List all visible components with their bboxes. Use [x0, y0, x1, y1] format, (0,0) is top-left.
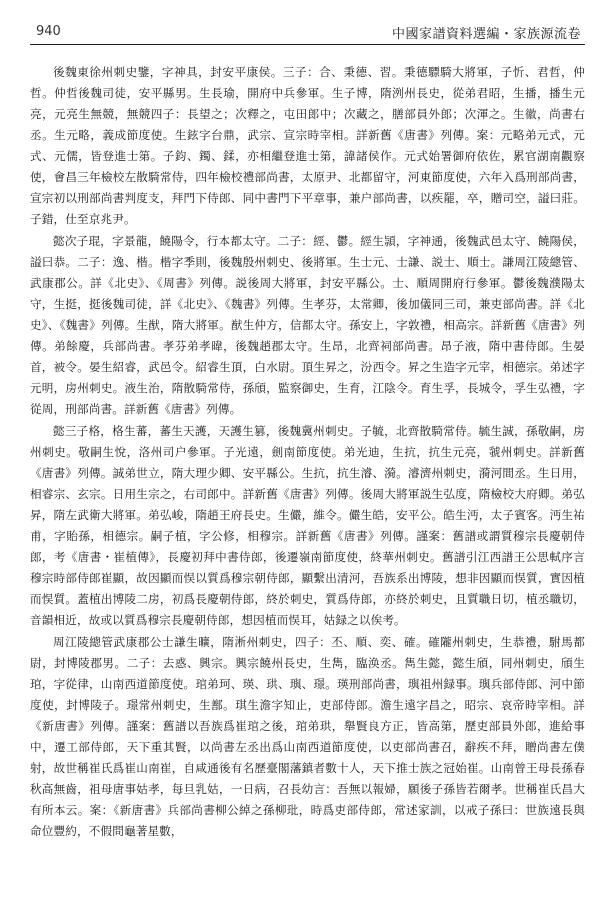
page-number: 940 — [36, 24, 61, 39]
body-text — [30, 62, 585, 843]
paragraph: 懿三子格，格生蕃，蕃生天護，天護生篡，後魏冀州刺史。子毓，北齊散騎常侍。毓生誠，孫敬嗣，房州刺史。敬嗣生悅，洛州司户參軍。子光遠，劍南節度使。弟光迪，生抗，抗生元亮，虢州刺史。詳新舊《唐書》列傳。誠弟世立，隋大理少卿、安平縣公。生抗，抗生濬、漪。濬濟州刺史，漪河間丞。生日用，相睿宗、玄宗。日用生宗之，右司郎中。詳新舊《唐書》列傳。後周大將軍説生弘度，隋檢校大府卿。弟弘昇，隋左武衛大將軍。弟弘峻，隋趙王府長史。生儼，維令。儼生皓，安平公。皓生沔，太子賓客。沔生祐甫，字貽孫，相德宗。嗣子植，字公修，相穆宗。詳新舊《唐書》列傳。謹案：舊譜或謂質穆宗長慶朝侍郎，考《唐書・崔植傳》，長慶初拜中書侍郎，後遷嶺南節度使，終華州刺史。舊譜引江西譜王公思軾序言穆宗時部侍郎崔顯，故因顯而悮以質爲穆宗朝侍郎，顯繫出清河，吾族系出博陵，想非因顯而悮質，實因植而悮質。蓋植出博陵二房，初爲長慶朝侍郎，終於刺史，質爲侍郎，亦終於刺史，且質職日切，植丞職切，音韻相近，故或以質爲穆宗長慶朝侍郎，想因植而悮耳，姑録之以俟考。 — [30, 424, 585, 627]
page-header — [30, 22, 585, 45]
paragraph: 後魏東徐州刺史鑒，字神具，封安平康侯。三子：合、秉德、習。秉德驃騎大將軍，子忻、君哲，仲哲。仲哲後魏司徒，安平縣男。生長瑜，開府中兵參軍。生子博，隋洌州長史，從弟君昭，生播，播生元亮，元亮生無競，無競四子：長望之；次釋之，屯田郎中；次藏之，膳部員外郎；次渾之。生徽，尚書右丞。生元略，義成節度使。生鉉字台鼎，武宗、宣宗時宰相。詳新舊《唐書》列傳。案：元略弟元式，元式、元儒，皆登進士第。子鈞、鐲、鍒，亦相繼登進士第，諱諸侯作。元式始署御府依佐，累官湖南觀察使，會昌三年檢校左散騎常侍，四年檢校禮部尚書，太原尹、北都留守，河東節度使，六年入爲刑部尚書，宣宗初以刑部尚書判度支，拜門下侍郎、同中書門下平章事，兼户部尚書，以疾罷，卒，贈司空，謚曰莊。子錯，仕至京兆尹。 — [30, 65, 585, 226]
running-title: 中國家譜資料選編・家族源流卷 — [391, 27, 581, 42]
paragraph: 懿次子琨，字景龍，饒陽令，行本都太守。二子：經、鬱。經生頴，字神通，後魏武邑太守、饒陽侯，謚曰恭。二子：逸、楷。楷字季則，後魏殷州刺史、後將軍。生士元、士謙、説士、順士。謙周江陵總管、武康郡公。詳《北史》、《周書》列傳。説後周大將軍，封安平縣公。士、順周開府行參軍。鬱後魏濮陽太守，生挺，挺後魏司徒，詳《北史》、《魏書》列傳。生孝芬，太常卿，後加儀同三司，兼吏部尚書。詳《北史》、《魏書》列傳。生猷，隋大將軍。猷生仲方，信都太守。孫安上，字敦禮，相高宗。詳新舊《唐書》列傳。弟餘慶，兵部尚書。孝芬弟孝暐，後魏趙郡太守。生昂，北齊祠部尚書。昂子液，隋中書侍郎。生晏首，被令。晏生紹睿，武邑令。紹睿生頂，白水尉。頂生昇之，汾西令。昇之生造字元宰，相德宗。弟述字元明，房州刺史。液生治，隋散騎常侍，孫頎，監察御史，生育，江陰令。育生孚，長城令，孚生弘禮，字從周，刑部尚書。詳新舊《唐書》列傳。 — [30, 234, 585, 416]
paragraph: 周江陵總管武康郡公士謙生曠，隋淅州刺史，四子：丕、順、奕、確。確隴州刺史，生恭禮，駙馬都尉，封博陵郡男。二子：去惑、興宗。興宗饒州長史，生雋，臨涣丞。雋生懿，懿生頎，同州刺史，頎生琯，字從律，山南西道節度使。琯弟珂、瑛、珙、璵、璟。瑛刑部尚書，璵祖州録事。璵兵部侍郎、河中節度使，封博陵子。璟常州刺史，生鄯。琪生澹字知止，吏部侍郎。澹生遠字昌之，昭宗、哀帝時宰相。詳《新唐書》列傳。謹案：舊譜以吾族爲崔琯之後，琯弟珙，舉賢良方正，皆高第，歷吏部員外郎，進給事中，遷工部侍郎，天下重其賢，以尚書左丞出爲山南西道節度使，以吏部尚書召，辭疾不拜，贈尚書左僕射，故世稱崔氏爲崔山南崔，自咸通後有名歷臺閣藩鎮者數十人，天下推士族之冠始崔。山南曾王母長孫春秋高無齒，祖母唐事姑孝，每旦乳姑，一日病，召長幼言：吾無以報婦，願後子孫皆若爾孝。世稱崔氏昌大有所本云。案：《新唐書》兵部尚書柳公綽之孫柳玭，時爲吏部侍郎，常述家訓，以戒子孫曰：世族遠長與命位豐約，不假問龜著星數， — [30, 635, 585, 838]
